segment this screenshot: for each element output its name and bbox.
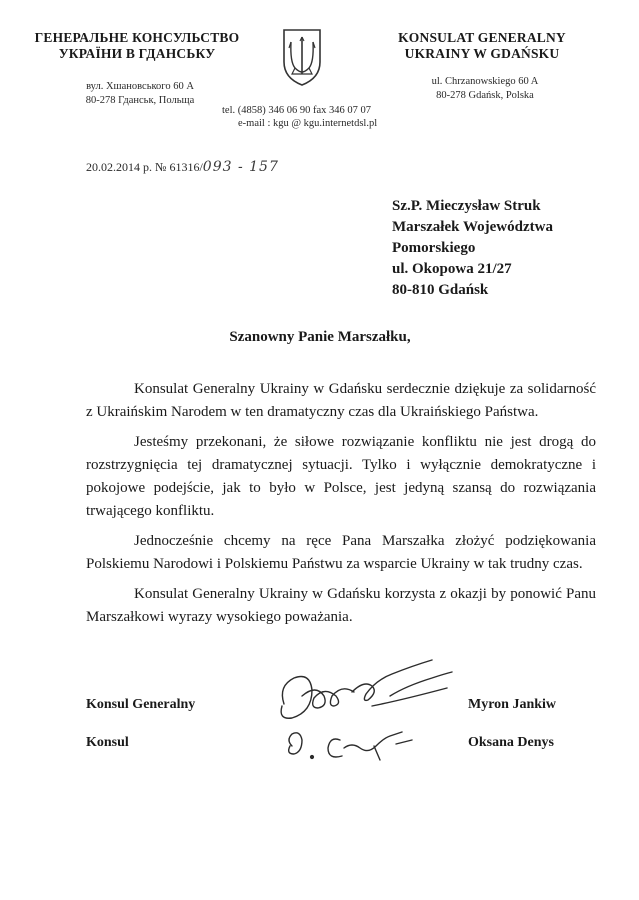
recipient-line2: Marszałek Województwa <box>392 219 553 235</box>
header-right-address-line1: ul. Chrzanowskiego 60 A <box>431 76 539 87</box>
header-left-title <box>22 30 252 62</box>
header-left-title-line1: ГЕНЕРАЛЬНЕ КОНСУЛЬСТВО <box>34 30 240 45</box>
signature-2-scribble <box>289 732 412 760</box>
header-right-address <box>380 75 590 103</box>
recipient-line1: Sz.P. Mieczysław Struk <box>392 198 541 214</box>
body-paragraph-3: Jednocześnie chcemy na ręce Pana Marszałka złożyć podziękowania Polskiemu Narodowi i Polskiemu Państwu za wsparcie Ukrainy w tak trudny czas. <box>86 533 596 572</box>
body-paragraph-2: Jesteśmy przekonani, że siłowe rozwiązanie konfliktu nie jest drogą do rozstrzygnięcia tej dramatycznej sytuacji. Tylko i wyłącznie demokratyczne i pokojowe podejście, jak to było w Polsce, jest jedyną szansą do rozwiązania trwającego konfliktu. <box>86 434 596 519</box>
header-left-address <box>30 80 250 108</box>
contact-email: e-mail : kgu @ kgu.internetdsl.pl <box>238 118 378 129</box>
header-left-address-line2: 80-278 Гданськ, Польща <box>85 95 195 106</box>
handwritten-signatures <box>272 656 462 771</box>
trident-emblem-icon <box>280 26 324 88</box>
signature-name-1: Myron Jankiw <box>468 697 557 712</box>
reference-handwritten: 093 - 157 <box>202 159 279 175</box>
header-right-address-line2: 80-278 Gdańsk, Polska <box>436 90 534 101</box>
header-left-address-line1: вул. Хшановського 60 А <box>86 81 194 92</box>
recipient-block <box>392 196 622 301</box>
recipient-line4: ul. Okopowa 21/27 <box>392 261 512 277</box>
letter-body <box>86 378 596 636</box>
header-left-title-line2: УКРАЇНИ В ГДАНСЬКУ <box>58 46 216 61</box>
header-right-title <box>372 30 592 62</box>
signature-name-2: Oksana Denys <box>468 735 554 750</box>
signature-role-1: Konsul Generalny <box>86 697 196 712</box>
header-right-title-line1: KONSULAT GENERALNY <box>398 30 566 45</box>
signature-1-scribble <box>281 660 452 718</box>
body-paragraph-1: Konsulat Generalny Ukrainy w Gdańsku serdecznie dziękuje za solidarność z Ukraińskim Narodem w ten dramatyczny czas dla Ukraińskiego Państwa. <box>86 381 596 420</box>
reference-number <box>86 158 279 176</box>
reference-printed: 20.02.2014 p. № 61316/ <box>86 160 203 174</box>
recipient-line5: 80-810 Gdańsk <box>392 282 489 298</box>
header-contact <box>222 104 422 130</box>
signature-role-2: Konsul <box>86 735 129 750</box>
salutation: Szanowny Panie Marszałku, <box>229 329 411 345</box>
header-right-title-line2: UKRAINY W GDAŃSKU <box>404 46 560 61</box>
contact-phone: tel. (4858) 346 06 90 fax 346 07 07 <box>222 105 372 116</box>
body-paragraph-4: Konsulat Generalny Ukrainy w Gdańsku korzysta z okazji by ponowić Panu Marszałkowi wyrazy wysokiego poważania. <box>86 586 596 625</box>
recipient-line3: Pomorskiego <box>392 240 476 256</box>
